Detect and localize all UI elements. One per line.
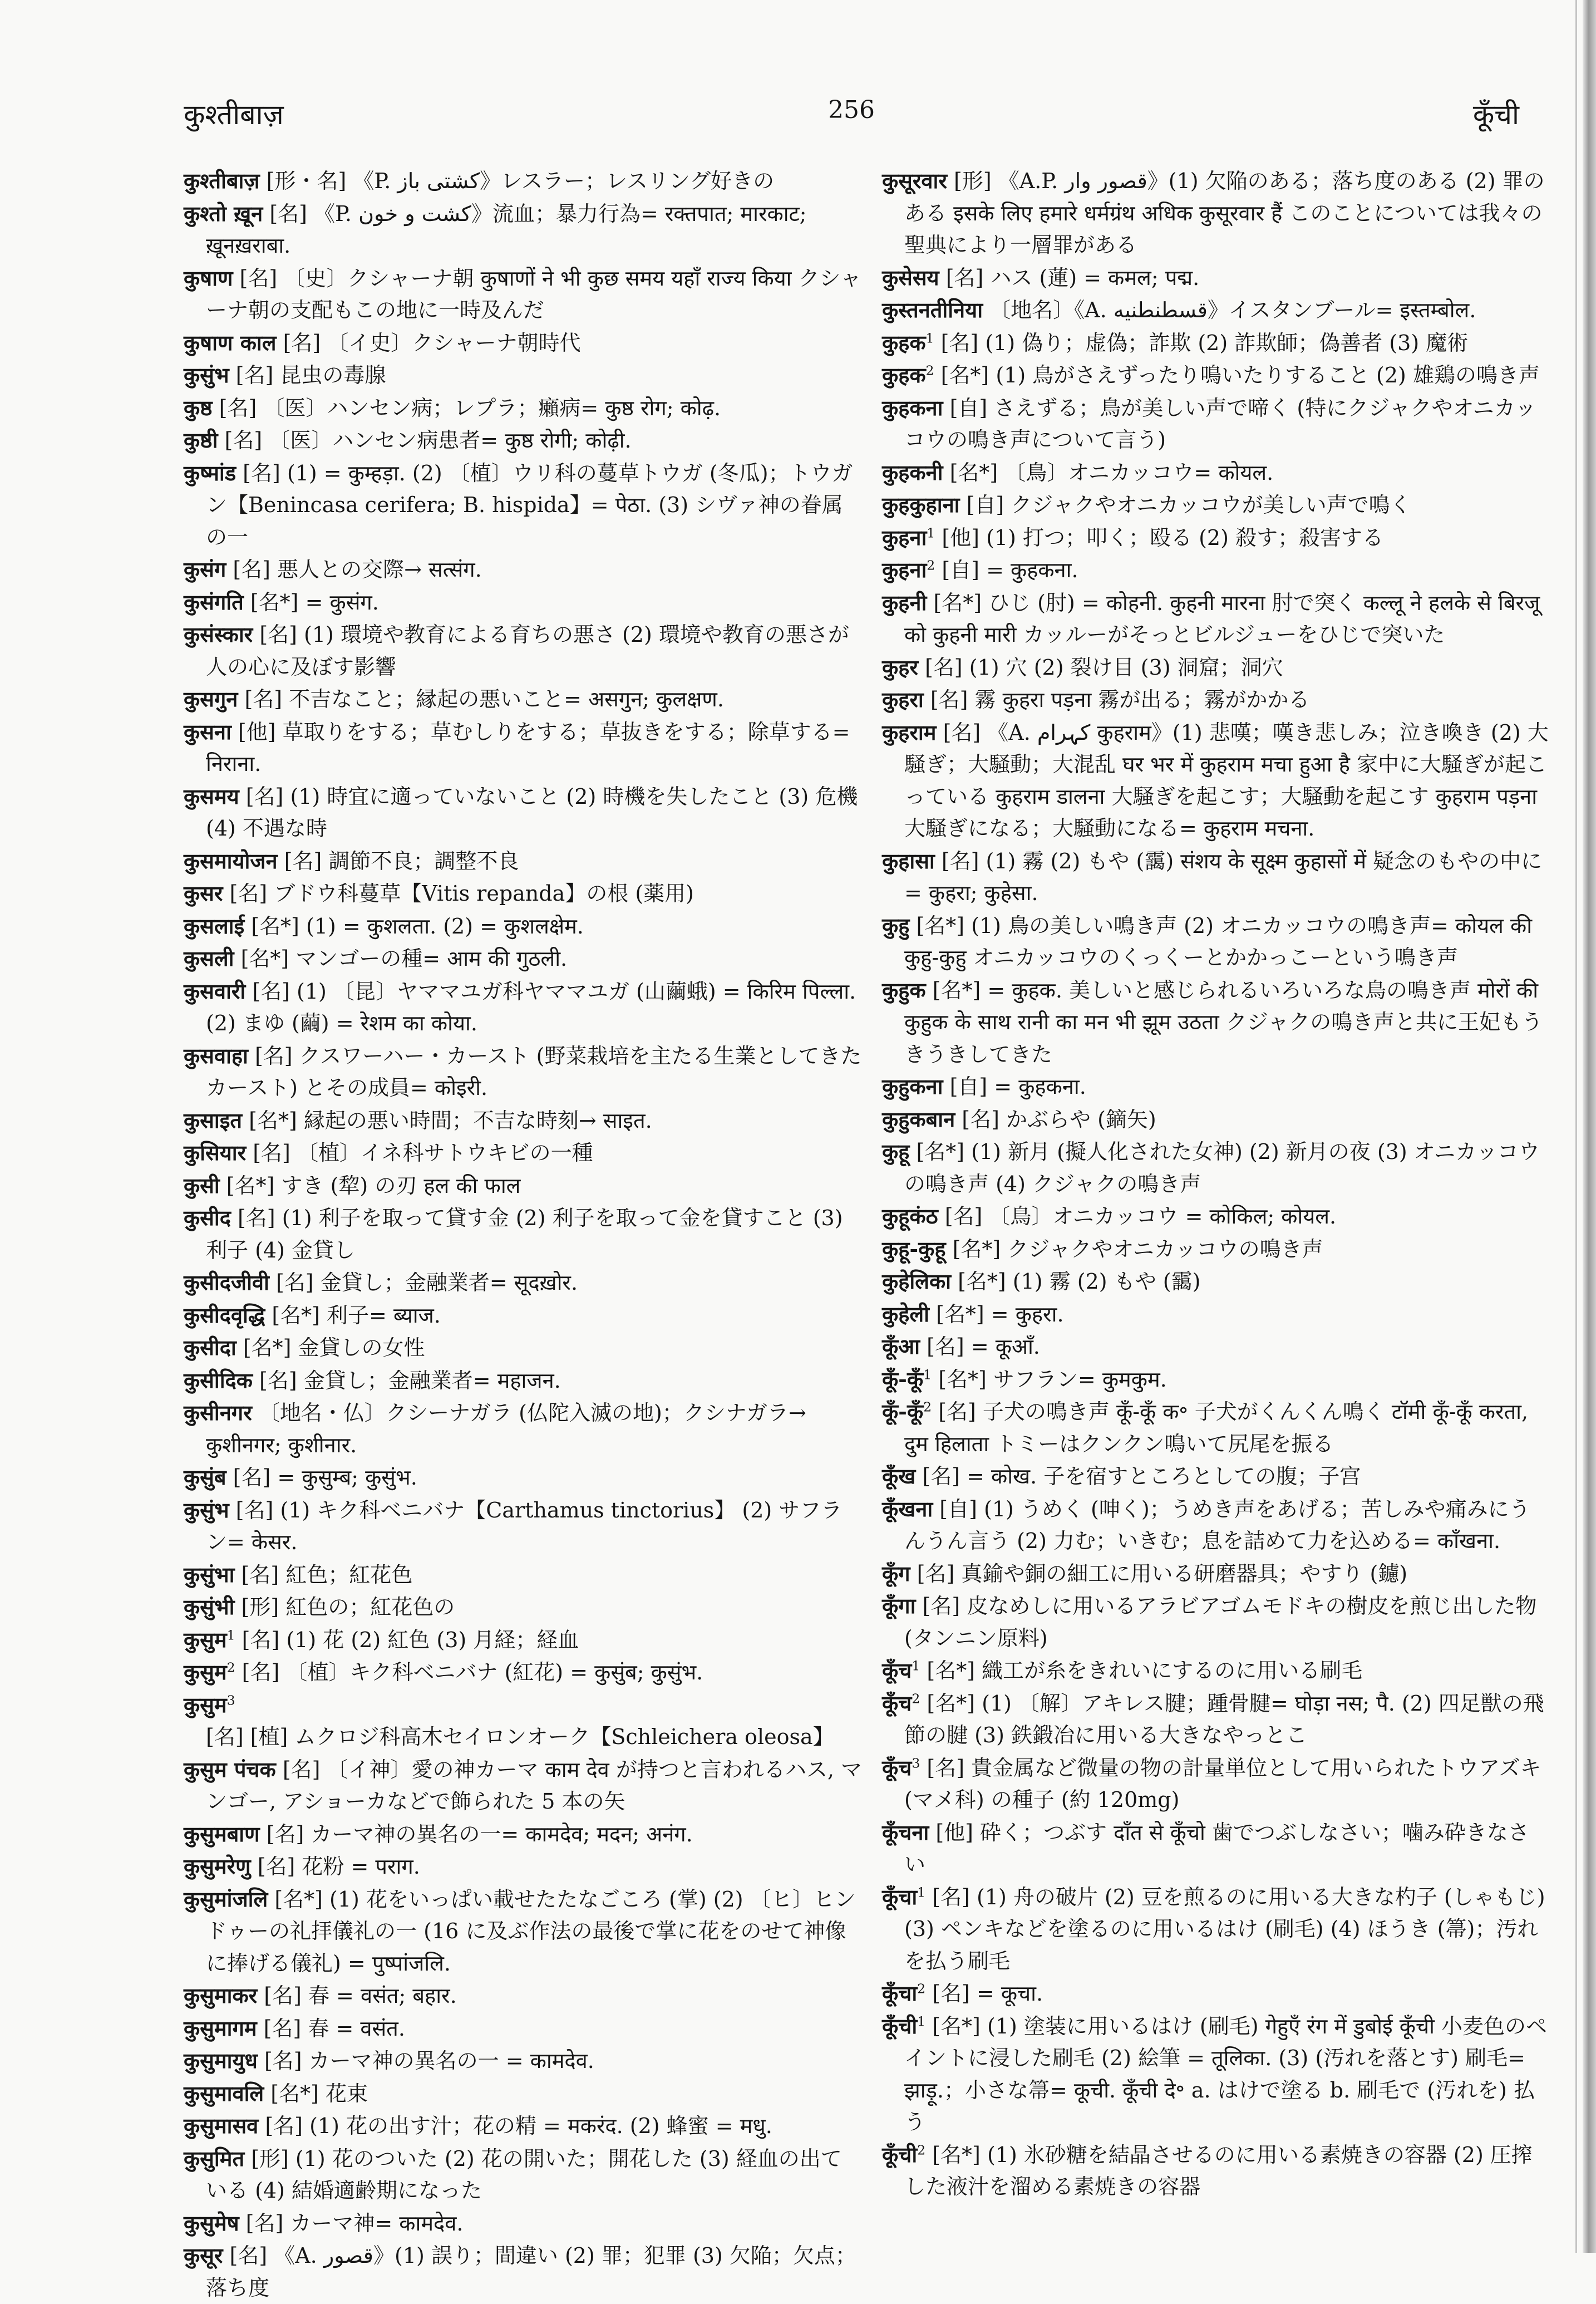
dictionary-entry — [184, 2012, 863, 2045]
dictionary-entry — [184, 586, 863, 619]
entry-definition: [名] (1) 利子を取って貸す金 (2) 利子を取って金を貸すこと (3) 利子 (4) 金貸し — [206, 1206, 843, 1262]
entry-definition: [名] 〔鳥〕オニカッコウ = कोकिल; कोयल. — [938, 1204, 1337, 1229]
entry-definition: [名] (1) 花 (2) 紅色 (3) 月経；経血 — [235, 1627, 579, 1652]
entry-definition: [名] 〔植〕イネ科サトウキビの一種 — [246, 1141, 593, 1165]
dictionary-entry — [882, 1136, 1550, 1200]
dictionary-entry — [184, 618, 863, 683]
entry-headword: कुष्ठी — [184, 428, 218, 453]
entry-definition: [名] 《A. کہرام कुहराम》(1) 悲嘆；嘆き悲しみ；泣き喚き (2) 大騒ぎ；大騒動；大混乱 घर भर में कुहराम मचा हुआ है 家中に大騒ぎが起こっている कुहराम डालना 大騒ぎを起こす；大騒動を起こす कुहराम पड़ना 大騒ぎになる；大騒動になる= कुहराम मचना. — [904, 720, 1549, 841]
entry-headword: कूँग — [882, 1560, 910, 1586]
dictionary-entry — [184, 877, 863, 910]
entry-headword: कुसीद — [184, 1205, 231, 1230]
entry-definition: [名] = कोख. 子を宿すところとしての腹；子宫 — [915, 1464, 1361, 1488]
dictionary-entry — [882, 1265, 1550, 1298]
homonym-number: 1 — [925, 330, 934, 346]
entry-headword: कुहना — [882, 557, 927, 582]
entry-definition: [名] = कूआँ. — [920, 1334, 1040, 1359]
entry-headword: कुहेली — [882, 1301, 929, 1327]
entry-headword: कुसंगति — [184, 589, 244, 615]
entry-headword: कुसली — [184, 946, 234, 971]
entry-headword: कुसमायोजन — [184, 848, 278, 873]
entry-definition: [名*] 〔鳥〕オニカッコウ= कोयल. — [943, 460, 1274, 485]
dictionary-entry — [882, 1298, 1550, 1331]
entry-headword: कुहू — [882, 1139, 910, 1164]
entry-headword: कूँआ — [882, 1334, 920, 1359]
entry-headword: कुसुंब — [184, 1465, 226, 1490]
entry-headword: कुसुम — [184, 1692, 227, 1717]
entry-headword: कुसुमायुध — [184, 2048, 258, 2073]
homonym-number: 1 — [917, 1884, 926, 1900]
entry-headword: कुसुंभा — [184, 1561, 235, 1587]
entry-definition: 〔地名・仏〕クシーナガラ (仏陀入滅の地)；クシナガラ→ कुशीनगर; कुशीनार. — [206, 1401, 806, 1457]
homonym-number: 2 — [917, 2141, 926, 2158]
entry-headword: कुहरा — [882, 687, 924, 712]
homonym-number: 2 — [925, 362, 934, 379]
entry-headword: कुसुम — [184, 1627, 227, 1652]
dictionary-entry — [184, 1299, 863, 1332]
dictionary-entry — [184, 2207, 863, 2240]
entry-headword: कुसंस्कार — [184, 622, 253, 647]
dictionary-entry — [184, 1397, 863, 1461]
entry-headword: कुष्मांड — [184, 460, 237, 485]
dictionary-entry — [184, 359, 863, 392]
dictionary-entry — [184, 2239, 863, 2304]
dictionary-entry — [882, 1200, 1550, 1233]
entry-headword: कुसलाई — [184, 913, 245, 939]
entry-headword: कूँचना — [882, 1819, 929, 1845]
homonym-number: 1 — [927, 524, 935, 541]
entry-headword: कुहूकंठ — [882, 1203, 938, 1229]
dictionary-entry — [184, 716, 863, 780]
entry-definition: [名] 〔植〕キク科ベニバナ (紅花) = कुसुंब; कुसुंभ. — [235, 1660, 703, 1684]
entry-headword: कुष्ठ — [184, 395, 213, 420]
entry-definition: [名] (1) = कुम्हड़ा. (2) 〔植〕ウリ科の蔓草トウガ (冬瓜)；トウガン【Benincasa cerifera; B. hispida】= पेठा. (3) シヴァ神の眷属の一 — [206, 460, 853, 549]
entry-definition: [自] (1) うめく (呻く)；うめき声をあげる；苦しみや痛みにうんうん言う (2) 力む；いきむ；息を詰めて力を込める= काँखना. — [904, 1496, 1530, 1553]
entry-headword: कुसुमबाण — [184, 1821, 260, 1846]
dictionary-entry — [184, 1170, 863, 1202]
entry-definition: [名*] サフラン= कुमकुम. — [932, 1367, 1167, 1392]
entry-definition: [名*] = कुहरा. — [929, 1301, 1064, 1327]
entry-definition: [名] 子犬の鳴き声 कूँ-कूँ क॰ 子犬がくんくん鳴く टॉमी कूँ-कूँ करता, दुम हिलाता トミーはクンクン鳴いて尻尾を振る — [904, 1399, 1529, 1456]
dictionary-entry — [882, 716, 1550, 845]
page-header — [184, 95, 1519, 139]
homonym-number: 3 — [912, 1755, 920, 1771]
entry-headword: कुषाण काल — [184, 330, 277, 355]
entry-headword: कुसाइत — [184, 1107, 243, 1133]
book-spine-shadow — [1583, 0, 1596, 2253]
entry-headword: कुसीदिक — [184, 1367, 253, 1393]
dictionary-entry — [882, 2010, 1550, 2139]
entry-headword: कुसुंभी — [184, 1594, 235, 1619]
dictionary-entry — [184, 457, 863, 554]
entry-definition: [名] (1) 時宜に適っていないこと (2) 時機を失したこと (3) 危機 (4) 不遇な時 — [206, 784, 858, 841]
entry-headword: कुसीदा — [184, 1335, 237, 1360]
dictionary-entry — [882, 1977, 1550, 2010]
entry-definition: [名] 皮なめしに用いるアラビアゴムモドキの樹皮を煎じ出した物 (タンニン原料) — [904, 1594, 1537, 1650]
entry-definition: [名] 春 = वसंत; बहार. — [257, 1983, 457, 2008]
entry-headword: कुसुंभ — [184, 362, 229, 387]
entry-definition: [名] 《A. قصور》(1) 誤り；間違い (2) 罪；犯罪 (3) 欠陥；欠点；落ち度 — [206, 2243, 856, 2300]
dictionary-entry — [184, 1624, 863, 1657]
entry-definition: [名*] (1) 〔解〕アキレス腱；踵骨腱= घोड़ा नस; पै. (2) 四足獣の飛節の腱 (3) 鉄鍛冶に用いる大きなやっとこ — [904, 1691, 1544, 1747]
entry-headword: कुसुमित — [184, 2145, 245, 2171]
dictionary-entry — [184, 1850, 863, 1883]
entry-definition: [名*] クジャクやオニカッコウの鳴き声 — [945, 1236, 1323, 1261]
entry-headword: कूँचा — [882, 1884, 918, 1909]
entry-definition: [名] 不吉なこと；縁起の悪いこと= असगुन; कुलक्षण. — [238, 687, 724, 711]
dictionary-entry — [882, 262, 1550, 294]
page-edge-line — [1575, 0, 1577, 2253]
dictionary-entry — [184, 1364, 863, 1397]
entry-headword: कूँच — [882, 1690, 912, 1716]
right-guideword: कूँची — [1472, 99, 1519, 131]
dictionary-entry — [184, 198, 863, 262]
homonym-number: 1 — [226, 1627, 235, 1643]
entry-definition: [名] 真鍮や銅の細工に用いる研磨器具；やすり (鑢) — [910, 1561, 1408, 1586]
dictionary-entry — [882, 522, 1550, 554]
entry-definition: [名*] (1) 塗装に用いるはけ (刷毛) गेहुएँ रंग में डुबोई कूँची 小麦色のペイントに浸した刷毛 (2) 絵筆 = तूलिका. (3) (汚れを落とす) 刷毛= झाड़ू.；小さな箒= कूची. कूँची दे॰ a. はけで塗る b. 刷毛で (汚れを) 払う — [904, 2013, 1547, 2134]
entry-headword: कुहर — [882, 654, 918, 680]
entry-definition: [名] 金貸し；金融業者= सूदख़ोर. — [269, 1270, 578, 1295]
entry-definition: [名*] ひじ (肘) = कोहनी. कुहनी मारना 肘で突く कल्लू ने हलके से बिरजू को कुहनी मारी カッルーがそっとビルジューをひじで突いた — [904, 590, 1540, 647]
entry-headword: कूँचा — [882, 1981, 918, 2006]
dictionary-entry — [184, 2110, 863, 2143]
entry-definition: [他] (1) 打つ；叩く；殴る (2) 殺す；殺害する — [935, 525, 1383, 550]
dictionary-entry — [882, 1396, 1550, 1460]
dictionary-entry — [184, 2045, 863, 2077]
entry-headword: कुहुकबान — [882, 1106, 955, 1132]
entry-definition: [他] 砕く；つぶす दाँत से कूँचो 歯でつぶしなさい；噛み砕きなさい — [904, 1820, 1529, 1876]
entry-headword: कूँची — [882, 2013, 918, 2038]
entry-headword: कुसुमांजलि — [184, 1886, 268, 1912]
entry-definition: [形] (1) 花のついた (2) 花の開いた；開花した (3) 経血の出ている (4) 結婚適齢期になった — [206, 2146, 842, 2203]
entry-definition: [名*] (1) 新月 (擬人化された女神) (2) 新月の夜 (3) オニカッコウの鳴き声 (4) クジャクの鳴き声 — [904, 1139, 1540, 1196]
entry-headword: कुसर — [184, 881, 223, 906]
dictionary-entry — [184, 942, 863, 975]
dictionary-entry — [882, 489, 1550, 522]
entry-definition: [名] (1) 偽り；虚偽；詐欺 (2) 詐欺師；偽善者 (3) 魔術 — [934, 330, 1469, 355]
entry-headword: कूँगा — [882, 1593, 916, 1618]
entry-definition: [名] (1) 花の出す汁；花の精 = मकरंद. (2) 蜂蜜 = मधु. — [258, 2114, 772, 2138]
dictionary-entry — [882, 910, 1550, 974]
dictionary-entry — [882, 2139, 1550, 2203]
entry-definition: [自] さえずる；鳥が美しい声で啼く (特にクジャクやオニカッコウの鳴き声について言う) — [904, 395, 1536, 452]
entry-definition: [名*] (1) = कुशलता. (2) = कुशलक्षेम. — [244, 913, 584, 939]
entry-definition: [名*] 縁起の悪い時間；不吉な時刻→ साइत. — [242, 1108, 652, 1133]
entry-definition: [名*] (1) 氷砂糖を結晶させるのに用いる素焼きの容器 (2) 圧搾した液汁を溜める素焼きの容器 — [904, 2142, 1533, 2199]
entry-definition: [名] ブドウ科蔓草【Vitis repanda】の根 (薬用) — [223, 881, 694, 906]
dictionary-entry — [882, 554, 1550, 587]
left-column — [184, 165, 863, 2300]
page-number: 256 — [828, 96, 875, 124]
left-guideword: कुश्तीबाज़ — [184, 99, 284, 131]
entry-headword: कुसवारी — [184, 978, 246, 1004]
entry-definition: [名] 貴金属など微量の物の計量単位として用いられたトウアズキ (マメ科) の種子 (約 120mg) — [904, 1755, 1541, 1812]
entry-definition: [名] (1) 舟の破片 (2) 豆を煎るのに用いる大きな杓子 (しゃもじ) (3) ペンキなどを塗るのに用いるはけ (刷毛) (4) ほうき (箒)；汚れを払う刷毛 — [904, 1884, 1545, 1973]
dictionary-entry — [882, 651, 1550, 684]
entry-headword: कुसवाहा — [184, 1043, 248, 1068]
dictionary-entry — [184, 1883, 863, 1980]
dictionary-entry — [184, 683, 863, 716]
dictionary-entry — [882, 1460, 1550, 1493]
entry-headword: कुहू-कुहू — [882, 1236, 946, 1261]
entry-headword: कुसेसय — [882, 264, 939, 290]
dictionary-entry — [882, 1493, 1550, 1558]
entry-headword: कुसुम — [184, 1659, 227, 1684]
entry-definition: [名*] マンゴーの種= आम की गुठली. — [234, 946, 568, 971]
dictionary-entry — [184, 1461, 863, 1494]
entry-definition: [名] 悪人との交際→ सत्संग. — [226, 557, 482, 582]
dictionary-entry — [882, 1881, 1550, 1978]
entry-definition: [名] 調節不良；調整不良 — [277, 848, 519, 873]
entry-headword: कुसना — [184, 719, 231, 744]
entry-definition: [名] クスワーハー・カースト (野菜栽培を主たる生業としてきたカースト) とその成員= कोइरी. — [206, 1043, 862, 1100]
entry-definition: [名] (1) 環境や教育による育ちの悪さ (2) 環境や教育の悪さが人の心に及ぼす影響 — [206, 622, 849, 679]
dictionary-entry — [184, 845, 863, 878]
dictionary-entry — [184, 1040, 863, 1104]
dictionary-entry — [184, 2143, 863, 2207]
entry-headword: कुहना — [882, 524, 927, 550]
entry-definition: [名*] 花束 — [264, 2081, 368, 2106]
entry-headword: कुसमय — [184, 783, 239, 809]
dictionary-entry — [882, 1654, 1550, 1687]
entry-definition: [名] カーマ神の異名の一= कामदेव; मदन; अनंग. — [259, 1821, 693, 1846]
entry-headword: कुहकुहाना — [882, 492, 960, 517]
entry-headword: कुहक — [882, 362, 926, 387]
entry-definition: [名] 昆虫の毒腺 — [229, 363, 386, 387]
dictionary-entry — [184, 262, 863, 327]
entry-definition: [名] 〔医〕ハンセン病；レプラ；癩病= कुष्ठ रोग; कोढ़. — [212, 395, 721, 420]
homonym-number: 1 — [917, 2013, 926, 2029]
entry-headword: कूँची — [882, 2141, 918, 2167]
dictionary-entry — [882, 165, 1550, 262]
entry-headword: कुहराम — [882, 719, 937, 745]
entry-headword: कुश्तीबाज़ — [184, 168, 260, 193]
entry-headword: कुसगुन — [184, 686, 238, 711]
entry-definition: [名] ハス (蓮) = कमल; पद्म. — [939, 265, 1200, 290]
dictionary-entry — [882, 456, 1550, 489]
entry-definition: [名] 〔史〕クシャーナ朝 कुषाणों ने भी कुछ समय यहाँ राज्य किया クシャーナ朝の支配もこの地に一時及んだ — [206, 266, 861, 322]
dictionary-entry — [882, 1590, 1550, 1654]
dictionary-entry — [184, 1559, 863, 1591]
entry-headword: कुसूर — [184, 2243, 223, 2268]
entry-definition: [名] 〔医〕ハンセン病患者= कुष्ठ रोगी; कोढ़ी. — [218, 428, 632, 453]
entry-headword: कुहु — [882, 912, 910, 938]
entry-definition: [名] カーマ神の異名の一 = कामदेव. — [257, 2048, 594, 2073]
entry-headword: कुसीदजीवी — [184, 1270, 269, 1295]
entry-definition: [名*] 利子= ब्याज. — [265, 1303, 441, 1328]
entry-definition: [名] (1) キク科ベニバナ【Carthamus tinctorius】 (2) サフラン= केसर. — [206, 1497, 843, 1554]
entry-definition: [名*] 金貸しの女性 — [236, 1335, 425, 1360]
entry-headword: कुसीनगर — [184, 1400, 252, 1425]
entry-definition: [名] 春 = वसंत. — [257, 2016, 405, 2041]
homonym-number: 3 — [226, 1692, 235, 1708]
dictionary-entry — [184, 1104, 863, 1137]
entry-definition: [名*] (1) 鳥の美しい鳴き声 (2) オニカッコウの鳴き声= कोयल की कुहु-कुहु オニカッコウのくっくーとかかっこーという鳴き声 — [904, 913, 1533, 970]
homonym-number: 2 — [912, 1690, 920, 1706]
entry-definition: [名] 紅色；紅花色 — [234, 1562, 413, 1587]
homonym-number: 2 — [226, 1659, 235, 1676]
entry-definition: [名] かぶらや (鏑矢) — [955, 1107, 1156, 1132]
entry-definition: [名] (1) 〔昆〕ヤママユガ科ヤママユガ (山繭蛾) = किरिम पिल्ला. (2) まゆ (繭) = रेशम का कोया. — [206, 979, 856, 1035]
dictionary-entry — [882, 684, 1550, 716]
entry-definition: [名] (1) 穴 (2) 裂け目 (3) 洞窟；洞穴 — [918, 655, 1283, 680]
entry-headword: कूँ-कूँ — [882, 1399, 924, 1424]
entry-definition: [名*] = कुसंग. — [243, 589, 379, 615]
entry-definition: [形・名] 《P. کشتی باز》レスラー；レスリング好きの — [259, 169, 775, 193]
dictionary-entry — [882, 1103, 1550, 1136]
dictionary-entry — [882, 1070, 1550, 1103]
dictionary-entry — [184, 1202, 863, 1266]
homonym-number: 2 — [927, 557, 935, 573]
dictionary-entry — [184, 1266, 863, 1299]
entry-headword: कुहक — [882, 330, 926, 355]
entry-headword: कुसंग — [184, 557, 226, 582]
homonym-number: 2 — [923, 1399, 932, 1415]
dictionary-entry — [882, 1330, 1550, 1363]
entry-headword: कूँख — [882, 1463, 916, 1488]
entry-headword: कुहासा — [882, 848, 935, 873]
dictionary-entry — [184, 1137, 863, 1170]
dictionary-entry — [882, 294, 1550, 327]
entry-headword: कुसियार — [184, 1140, 247, 1165]
dictionary-entry — [184, 1656, 863, 1689]
entry-definition: [名*] = कुहक. 美しいと感じられるいろいろな鳥の鳴き声 मोरों की कुहुक के साथ रानी का मन भी झूम उठता クジャクの鳴き声と共に王妃もうきうきしてきた — [904, 977, 1543, 1067]
entry-definition: [形] 紅色の；紅花色の — [234, 1595, 455, 1619]
entry-definition: [名*] (1) 花をいっぱい載せたたなごころ (掌) (2) 〔ヒ〕ヒンドゥーの礼拝儀礼の一 (16 に及ぶ作法の最後で掌に花をのせて神像に捧げる儀礼) = पुष्पांजलि. — [206, 1887, 856, 1976]
dictionary-entry — [184, 1979, 863, 2012]
entry-definition: [名*] (1) 鳥がさえずったり鳴いたりすること (2) 雄鶏の鳴き声 — [934, 363, 1540, 387]
dictionary-entry — [882, 359, 1550, 392]
dictionary-entry — [882, 1687, 1550, 1752]
dictionary-entry — [184, 910, 863, 943]
entry-headword: कूँच — [882, 1755, 912, 1780]
entry-headword: कुसुमावलि — [184, 2080, 264, 2106]
entry-headword: कुहुकना — [882, 1074, 943, 1099]
entry-headword: कुहकना — [882, 395, 943, 420]
entry-definition: [名] [植] ムクロジ科高木セイロンオーク【Schleichera oleosa】 — [206, 1725, 834, 1749]
dictionary-entry — [184, 1494, 863, 1559]
dictionary-entry — [882, 1558, 1550, 1590]
entry-headword: कुहनी — [882, 589, 927, 615]
entry-definition: [名] 〔イ神〕愛の神カーマ काम देव が持つと言われるハス, マンゴー, アショーカなどで飾られた 5 本の矢 — [206, 1757, 862, 1814]
entry-definition: [名*] 織工が糸をきれいにするのに用いる刷毛 — [920, 1658, 1363, 1683]
entry-definition: [形] 《A.P. قصور وار》(1) 欠陥のある；落ち度のある (2) 罪のある इसके लिए हमारे धर्मग्रंथ अधिक कुसूरवार हैं このことについては我々の聖典により一層罪がある — [904, 169, 1545, 257]
homonym-number: 1 — [923, 1366, 932, 1382]
entry-definition: [名*] (1) 霧 (2) もや (靄) — [951, 1269, 1201, 1294]
dictionary-entry — [184, 1689, 863, 1753]
entry-definition: [名] 〔イ史〕クシャーナ朝時代 — [276, 330, 581, 355]
entry-headword: कुसुमागम — [184, 2015, 257, 2041]
dictionary-entry — [184, 553, 863, 586]
entry-definition: [名] (1) 霧 (2) もや (靄) संशय के सूक्ष्म कुहासों में 疑念のもやの中に= कुहरा; कुहेसा. — [904, 848, 1543, 905]
dictionary-entry — [184, 424, 863, 457]
entry-headword: कुसूरवार — [882, 168, 947, 193]
entry-headword: कुश्तो ख़ून — [184, 200, 263, 226]
homonym-number: 1 — [912, 1658, 920, 1674]
entry-headword: कूँखना — [882, 1496, 933, 1521]
dictionary-entry — [184, 975, 863, 1040]
dictionary-entry — [184, 327, 863, 360]
entry-headword: कुहकनी — [882, 459, 943, 485]
dictionary-entry — [184, 392, 863, 425]
entry-headword: कुहेलिका — [882, 1269, 951, 1294]
entry-headword: कुस्तनतीनिया — [882, 297, 983, 322]
dictionary-entry — [882, 1233, 1550, 1266]
entry-definition: [名] = कुसुम्ब; कुसुंभ. — [226, 1465, 417, 1490]
entry-definition: [他] 草取りをする；草むしりをする；草抜きをする；除草する= निराना. — [206, 719, 850, 776]
right-column — [882, 165, 1550, 2199]
entry-definition: 〔地名〕《A. قسطنطنیه》イスタンブール= इस्तम्बोल. — [983, 298, 1476, 322]
entry-headword: कुसुमासव — [184, 2113, 259, 2138]
entry-headword: कुसुंभ — [184, 1497, 229, 1522]
entry-headword: कुषाण — [184, 265, 233, 291]
entry-headword: कूँच — [882, 1658, 912, 1683]
dictionary-entry — [882, 327, 1550, 360]
dictionary-entry — [882, 845, 1550, 910]
entry-headword: कूँ-कूँ — [882, 1366, 924, 1392]
homonym-number: 2 — [917, 1981, 926, 1997]
entry-headword: कुसी — [184, 1172, 220, 1198]
entry-definition: [名] カーマ神= कामदेव. — [239, 2210, 464, 2236]
entry-definition: [名] 金貸し；金融業者= महाजन. — [252, 1368, 561, 1393]
dictionary-entry — [882, 974, 1550, 1071]
dictionary-entry — [882, 587, 1550, 651]
dictionary-entry — [882, 1363, 1550, 1396]
entry-definition: [名] 霧 कुहरा पड़ना 霧が出る；霧がかかる — [923, 687, 1310, 712]
dictionary-entry — [882, 1816, 1550, 1881]
entry-definition: [自] = कुहकना. — [943, 1074, 1086, 1099]
entry-headword: कुसुमाकर — [184, 1983, 258, 2008]
dictionary-entry — [184, 1332, 863, 1364]
dictionary-entry — [184, 165, 863, 198]
entry-headword: कुसीदवृद्धि — [184, 1302, 265, 1328]
dictionary-entry — [184, 780, 863, 845]
entry-headword: कुसुमरेणु — [184, 1854, 251, 1879]
dictionary-entry — [184, 2077, 863, 2110]
dictionary-entry — [184, 1818, 863, 1851]
entry-definition: [名] 花粉 = पराग. — [250, 1854, 420, 1879]
entry-headword: कुसुमेष — [184, 2210, 239, 2236]
dictionary-entry — [184, 1753, 863, 1818]
entry-headword: कुहुक — [882, 977, 926, 1003]
entry-definition: [自] クジャクやオニカッコウが美しい声で鳴く — [959, 493, 1411, 517]
dictionary-entry — [882, 392, 1550, 456]
entry-headword: कुसुम पंचक — [184, 1756, 276, 1782]
entry-definition: [名] 《P. کشت و خون》流血；暴力行為= रक्तपात; मारकाट; ख़ूनख़राबा. — [206, 201, 807, 258]
entry-definition: [自] = कुहकना. — [935, 558, 1078, 582]
entry-definition: [名*] すき (犂) の刃 हल की फाल — [219, 1173, 521, 1198]
dictionary-entry — [184, 1591, 863, 1624]
entry-definition: [名] = कूचा. — [925, 1981, 1043, 2006]
dictionary-entry — [882, 1752, 1550, 1816]
